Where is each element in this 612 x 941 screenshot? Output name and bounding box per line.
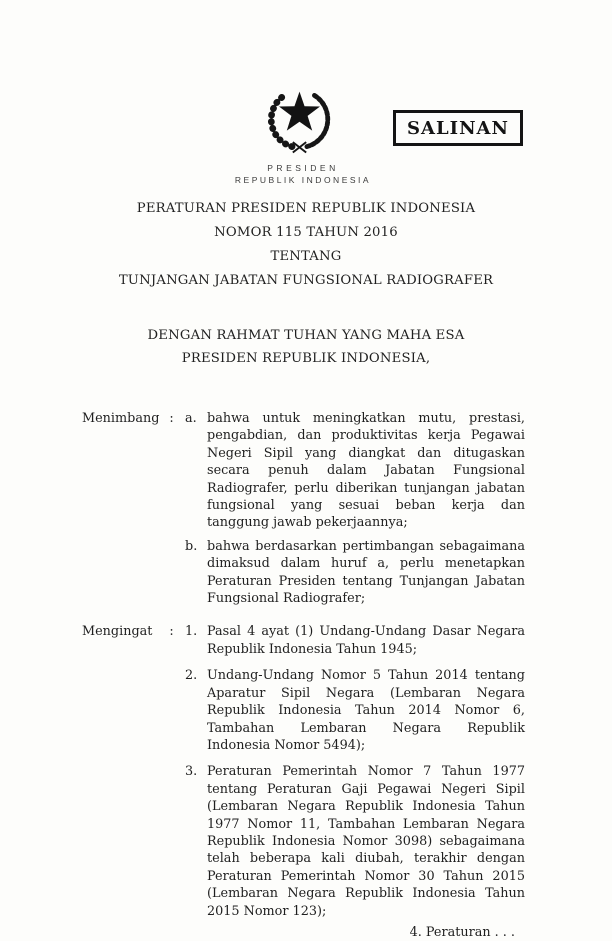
regulation-subject-line: TUNJANGAN JABATAN FUNGSIONAL RADIOGRAFER — [118, 273, 494, 288]
preamble-grace-line: DENGAN RAHMAT TUHAN YANG MAHA ESA — [147, 328, 465, 343]
considering-section — [82, 410, 525, 607]
item-text: Peraturan Pemerintah Nomor 7 Tahun 1977 tentang Peraturan Gaji Pegawai Negeri Sipil (Lembaran Negara Republik Indonesia Tahun 1977 Nomor 11, Tambahan Lembaran Negara Republik Indonesia Nomor 3098) sebagaimana telah beberapa kali diubah, terakhir dengan Peraturan Pemerintah Nomor 30 Tahun 2015 (Lembaran Negara Republik Indonesia Tahun 2015 Nomor 123); — [207, 764, 525, 919]
considering-label: Menimbang — [82, 411, 160, 426]
item-marker: 3. — [185, 764, 198, 780]
document-body — [0, 200, 612, 941]
item-marker: 1. — [185, 624, 198, 640]
letterhead-presiden: PRESIDEN — [267, 163, 339, 173]
salinan-stamp-label: SALINAN — [407, 117, 509, 139]
considering-item-b — [185, 538, 525, 608]
regulation-title-line1: PERATURAN PRESIDEN REPUBLIK INDONESIA — [136, 201, 476, 216]
item-text: bahwa berdasarkan pertimbangan sebagaimana dimaksud dalam huruf a, perlu menetapkan Peraturan Presiden tentang Tunjangan Jabatan Fungsional Radiografer; — [207, 538, 525, 607]
item-text: Pasal 4 ayat (1) Undang-Undang Dasar Negara Republik Indonesia Tahun 1945; — [207, 624, 525, 657]
clauses — [0, 410, 612, 920]
salinan-stamp — [393, 110, 523, 146]
considering-colon: : — [169, 411, 174, 426]
item-marker: a. — [185, 411, 197, 426]
recalling-item-2 — [185, 667, 525, 754]
presidential-emblem-icon — [261, 79, 338, 157]
item-marker: b. — [185, 538, 198, 554]
recalling-item-3 — [185, 763, 525, 920]
considering-items — [185, 410, 525, 607]
recalling-label: Mengingat — [82, 624, 153, 640]
regulation-tentang-line: TENTANG — [270, 249, 342, 264]
considering-item-a — [185, 410, 525, 532]
regulation-number-line: NOMOR 115 TAHUN 2016 — [214, 225, 398, 240]
letterhead — [0, 163, 606, 185]
recalling-item-1 — [185, 623, 525, 658]
letterhead-republik-indonesia: REPUBLIK INDONESIA — [234, 175, 372, 185]
catchword-next-page: 4. Peraturan . . . — [409, 924, 515, 940]
preamble-president-line: PRESIDEN REPUBLIK INDONESIA, — [181, 351, 431, 366]
recalling-items — [185, 623, 525, 920]
item-marker: 2. — [185, 668, 198, 684]
item-text: Undang-Undang Nomor 5 Tahun 2014 tentang Aparatur Sipil Negara (Lembaran Negara Republik Indonesia Tahun 2014 Nomor 6, Tambahan Lembaran Negara Republik Indonesia Nomor 5494); — [207, 668, 525, 753]
recalling-section — [82, 623, 525, 920]
item-text: bahwa untuk meningkatkan mutu, prestasi, pengabdian, dan produktivitas kerja Pegawai Negeri Sipil yang diangkat dan ditugaskan secara penuh dalam Jabatan Fungsional Radiografer, perlu diberikan tunjangan jabatan fungsional yang sesuai beban kerja dan tanggung jawab pekerjaannya; — [207, 411, 525, 531]
recalling-colon: : — [169, 624, 174, 640]
